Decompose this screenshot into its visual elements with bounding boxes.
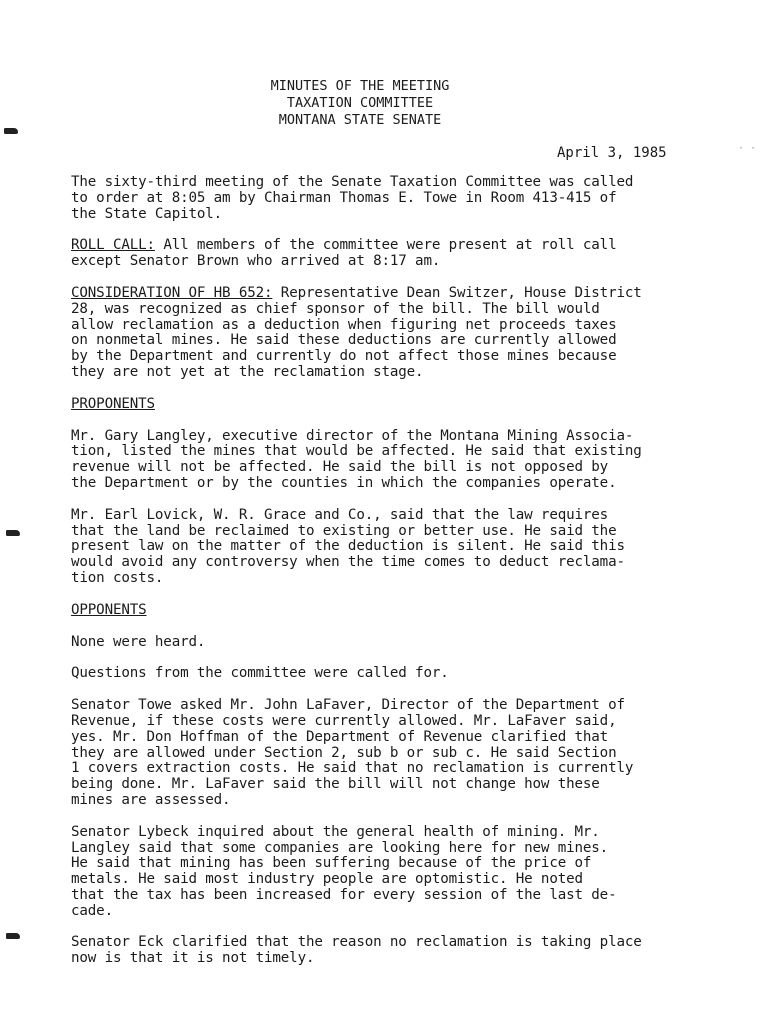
header-line: MINUTES OF THE MEETING xyxy=(270,78,450,94)
hb652-text: Representative Dean Switzer, House District 28, was recognized as chief sponsor of the bill. The bill would allow reclamation as a deduction when figuring net proceeds taxes on nonmetal mines. He said these deductions are currently allowed by the Department and currently do not affect those mines because they are not yet at the reclamation stage. xyxy=(71,284,642,380)
questions-paragraph: Questions from the committee were called for. xyxy=(71,665,449,682)
none-heard-paragraph: None were heard. xyxy=(71,633,206,650)
document-header xyxy=(200,78,520,129)
header-line: MONTANA STATE SENATE xyxy=(278,112,442,128)
towe-paragraph: Senator Towe asked Mr. John LaFaver, Director of the Department of Revenue, if these costs were currently allowed. Mr. LaFaver said, yes. Mr. Don Hoffman of the Department of Revenue clarified that they are allowed under Section 2, sub b or sub c. He said Section 1 covers extraction costs. He said that no reclamation is currently being done. Mr. LaFaver said the bill will not change how these mines are assessed. xyxy=(71,697,634,808)
intro-paragraph: The sixty-third meeting of the Senate Taxation Committee was called to order at 8:05 am by Chairman Thomas E. Towe in Room 413-415 of the State Capitol. xyxy=(71,174,634,222)
hb652-label: CONSIDERATION OF HB 652: xyxy=(71,284,273,301)
lovick-paragraph: Mr. Earl Lovick, W. R. Grace and Co., said that the law requires that the land be reclaimed to existing or better use. He said the present law on the matter of the deduction is silent. He said this would avoid any controversy when the time comes to deduct reclama- tion costs. xyxy=(71,506,625,586)
minutes-body xyxy=(71,175,741,983)
opponents-heading: OPPONENTS xyxy=(71,601,147,618)
roll-call-label: ROLL CALL: xyxy=(71,237,155,254)
proponents-heading: PROPONENTS xyxy=(71,395,155,412)
edge-smudge: · · xyxy=(738,143,757,154)
langley-paragraph: Mr. Gary Langley, executive director of the Montana Mining Associa- tion, listed the mines that would be affected. He said that existing revenue will not be affected. He said the bill is not opposed by the Department or by the counties in which the companies operate. xyxy=(71,427,642,491)
header-line: TAXATION COMMITTEE xyxy=(286,95,434,111)
binder-hole-mark xyxy=(6,933,20,939)
eck-paragraph: Senator Eck clarified that the reason no reclamation is taking place now is that it is not timely. xyxy=(71,934,642,967)
lybeck-paragraph: Senator Lybeck inquired about the general health of mining. Mr. Langley said that some companies are looking here for new mines. He said that mining has been suffering because of the price of metals. He said most industry people are optomistic. He noted that the tax has been increased for every session of the last de- cade. xyxy=(71,823,617,919)
hb652-paragraph xyxy=(71,286,741,381)
binder-hole-mark xyxy=(4,128,18,134)
meeting-date: April 3, 1985 xyxy=(557,145,667,161)
binder-hole-mark xyxy=(6,530,20,536)
roll-call-paragraph xyxy=(71,238,741,270)
roll-call-text: All members of the committee were present at roll call except Senator Brown who arrived at 8:17 am. xyxy=(71,237,617,270)
